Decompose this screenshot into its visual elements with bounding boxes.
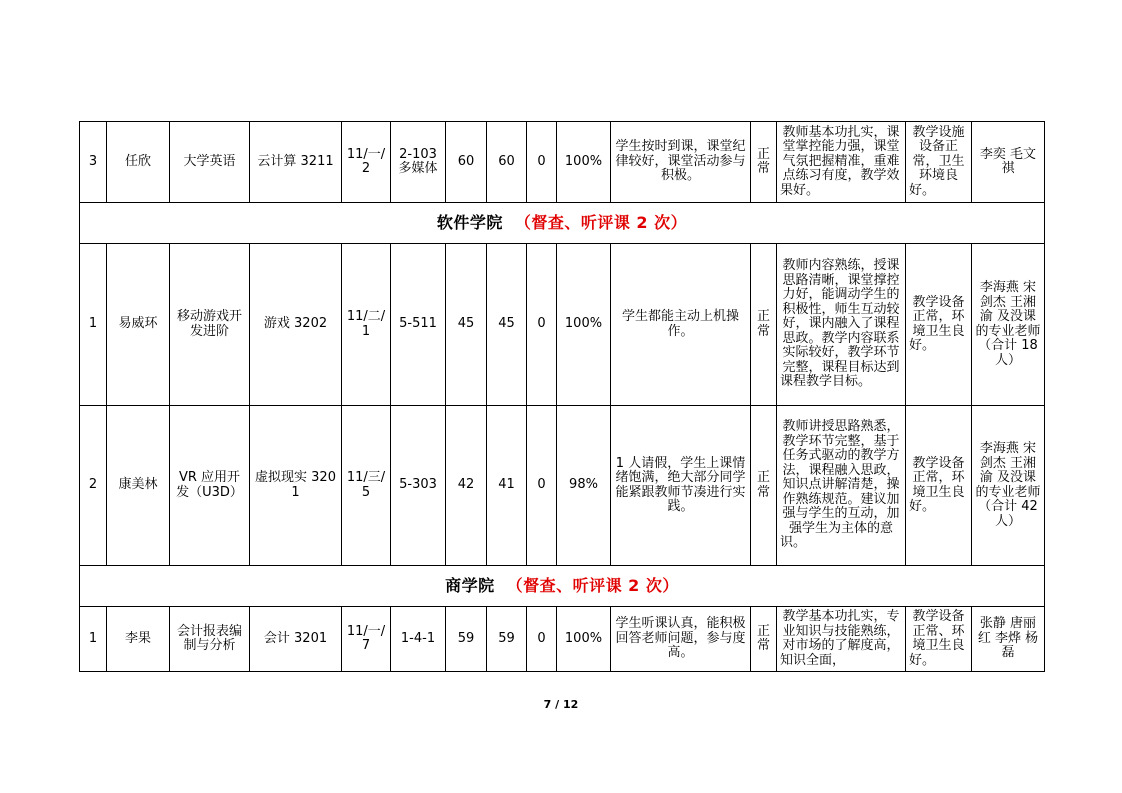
attendance-rate: 100% (557, 122, 611, 203)
lesson-date: 11/一/7 (342, 607, 391, 672)
absent-count: 0 (527, 406, 557, 566)
classroom: 5-511 (391, 244, 446, 406)
classroom: 1-4-1 (391, 607, 446, 672)
inspectors: 李奕 毛文祺 (972, 122, 1045, 203)
section-note: （督查、听评课 2 次） (514, 212, 688, 232)
table-row (80, 607, 1045, 672)
class-name: 游戏 3202 (250, 244, 342, 406)
table-row (80, 122, 1045, 203)
lesson-date: 11/一/2 (342, 122, 391, 203)
expected-count: 60 (446, 122, 487, 203)
table-row (80, 244, 1045, 406)
facility-comment: 教学设备正常，环境卫生良好。 (906, 406, 972, 566)
section-note: （督查、听评课 2 次） (506, 575, 679, 595)
row-number: 2 (80, 406, 107, 566)
teaching-comment: 教师基本功扎实，课堂掌控能力强，课堂气氛把握精准，重难点练习有度，教学效果好。 (777, 122, 906, 203)
page-number: 7 / 12 (543, 698, 579, 711)
teacher-name: 任欣 (107, 122, 170, 203)
teaching-comment: 教学基本功扎实，专业知识与技能熟练，对市场的了解度高，知识全面， (777, 607, 906, 672)
class-name: 虚拟现实 3201 (250, 406, 342, 566)
expected-count: 59 (446, 607, 487, 672)
actual-count: 45 (487, 244, 527, 406)
course-name: 移动游戏开发进阶 (170, 244, 250, 406)
classroom: 5-303 (391, 406, 446, 566)
order-status: 正常 (751, 122, 777, 203)
attendance-rate: 100% (557, 607, 611, 672)
teacher-name: 李果 (107, 607, 170, 672)
inspection-table (79, 121, 1045, 672)
order-status: 正常 (751, 406, 777, 566)
absent-count: 0 (527, 244, 557, 406)
course-name: 会计报表编制与分析 (170, 607, 250, 672)
order-status: 正常 (751, 607, 777, 672)
inspectors: 李海燕 宋剑杰 王湘渝 及没课的专业老师（合计 18 人） (972, 244, 1045, 406)
absent-count: 0 (527, 607, 557, 672)
lesson-date: 11/三/5 (342, 406, 391, 566)
student-comment: 学生都能主动上机操作。 (611, 244, 751, 406)
section-title: 软件学院 (436, 212, 503, 232)
inspectors: 张静 唐丽红 李烨 杨磊 (972, 607, 1045, 672)
actual-count: 59 (487, 607, 527, 672)
order-status: 正常 (751, 244, 777, 406)
row-number: 3 (80, 122, 107, 203)
expected-count: 45 (446, 244, 487, 406)
section-header (80, 566, 1045, 607)
table-row (80, 406, 1045, 566)
section-title: 商学院 (445, 575, 495, 595)
teacher-name: 康美林 (107, 406, 170, 566)
facility-comment: 教学设施设备正常，卫生环境良好。 (906, 122, 972, 203)
course-name: VR 应用开发（U3D） (170, 406, 250, 566)
student-comment: 1 人请假，学生上课情绪饱满，绝大部分同学能紧跟教师节凑进行实践。 (611, 406, 751, 566)
teacher-name: 易威环 (107, 244, 170, 406)
inspectors: 李海燕 宋剑杰 王湘渝 及没课的专业老师（合计 42 人） (972, 406, 1045, 566)
student-comment: 学生听课认真，能积极回答老师问题，参与度高。 (611, 607, 751, 672)
row-number: 1 (80, 244, 107, 406)
facility-comment: 教学设备正常，环境卫生良好。 (906, 244, 972, 406)
absent-count: 0 (527, 122, 557, 203)
expected-count: 42 (446, 406, 487, 566)
class-name: 会计 3201 (250, 607, 342, 672)
row-number: 1 (80, 607, 107, 672)
class-name: 云计算 3211 (250, 122, 342, 203)
course-name: 大学英语 (170, 122, 250, 203)
lesson-date: 11/二/1 (342, 244, 391, 406)
section-header (80, 203, 1045, 244)
facility-comment: 教学设备正常、环境卫生良好。 (906, 607, 972, 672)
attendance-rate: 98% (557, 406, 611, 566)
actual-count: 41 (487, 406, 527, 566)
student-comment: 学生按时到课，课堂纪律较好，课堂活动参与积极。 (611, 122, 751, 203)
actual-count: 60 (487, 122, 527, 203)
attendance-rate: 100% (557, 244, 611, 406)
teaching-comment: 教师内容熟练，授课思路清晰，课堂撑控力好，能调动学生的积极性，师生互动较好，课内融入了课程思政。教学内容联系实际较好，教学环节完整，课程目标达到课程教学目标。 (777, 244, 906, 406)
classroom: 2-103 多媒体 (391, 122, 446, 203)
teaching-comment: 教师讲授思路熟悉，教学环节完整，基于任务式驱动的教学方法，课程融入思政，知识点讲解清楚，操作熟练规范。建议加强与学生的互动，加强学生为主体的意识。 (777, 406, 906, 566)
